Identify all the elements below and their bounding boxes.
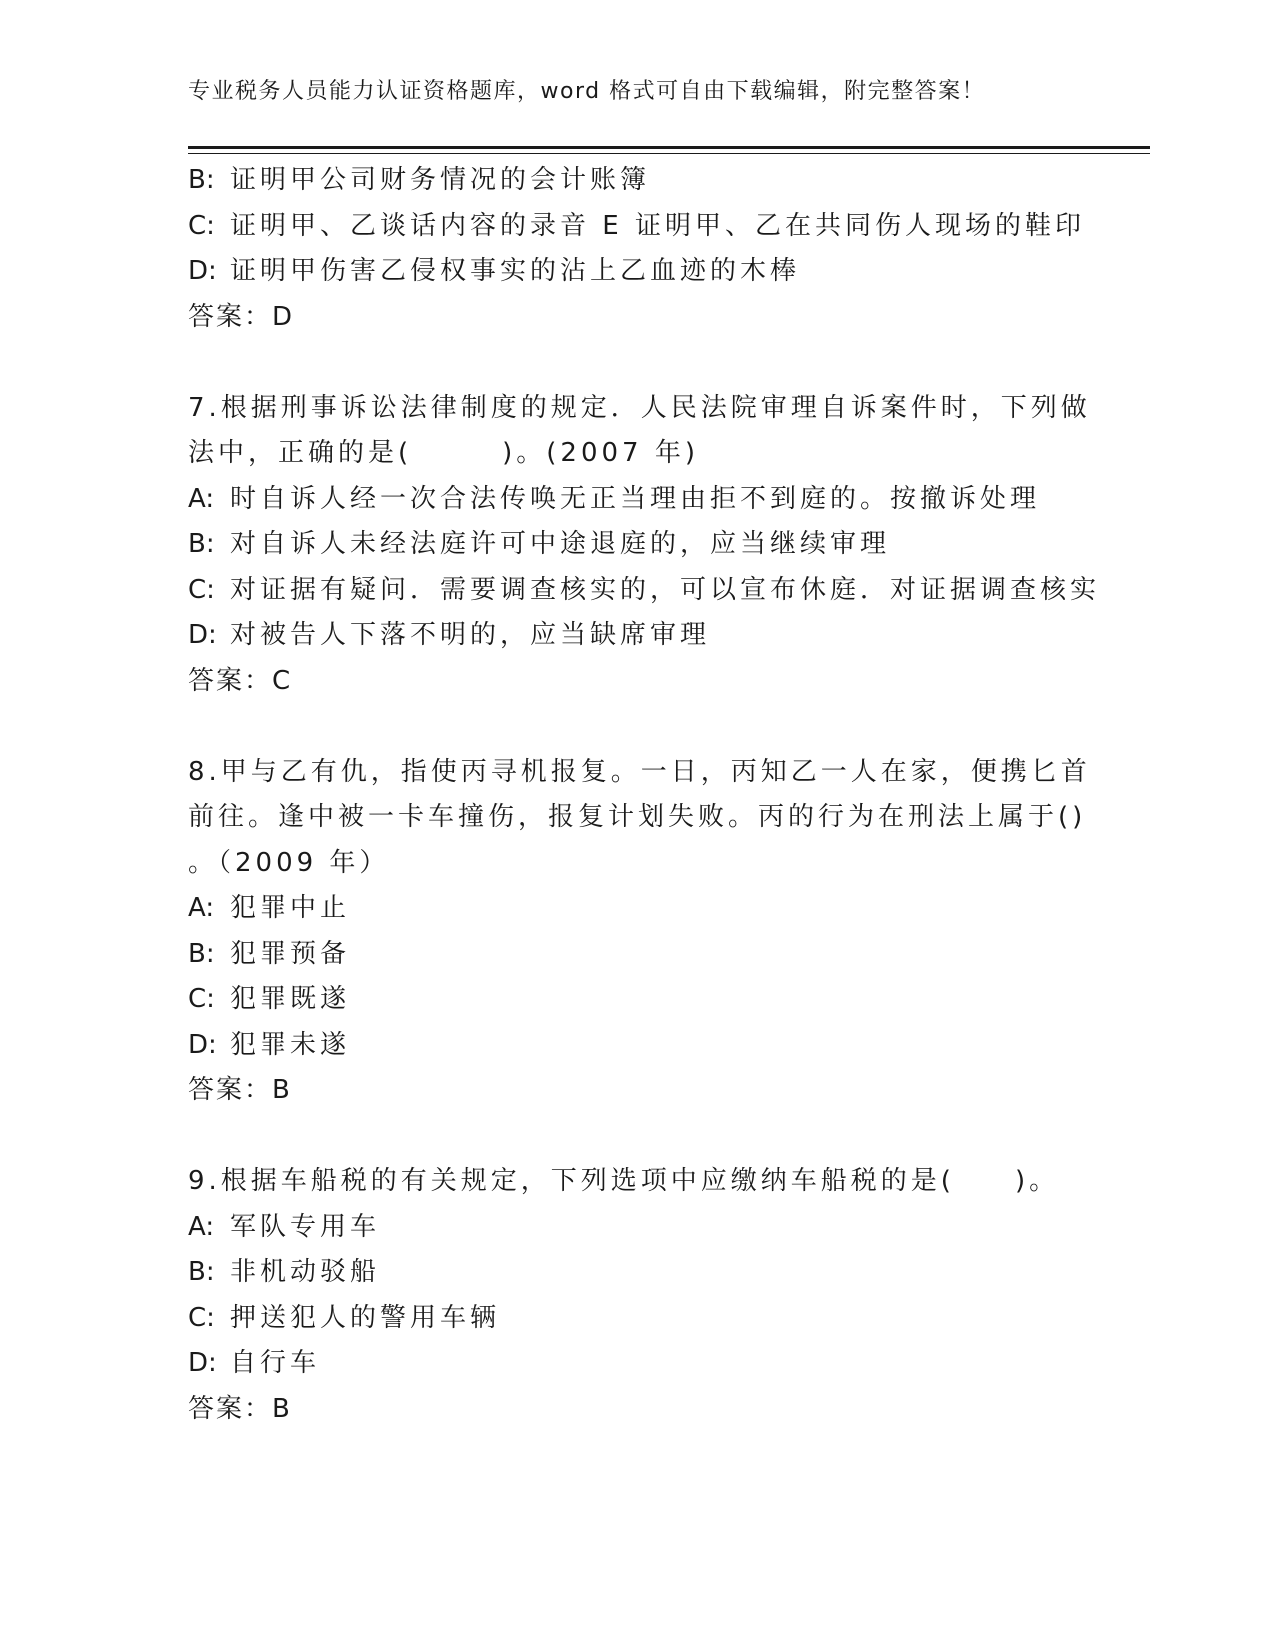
option-line: D: 对被告人下落不明的，应当缺席审理 xyxy=(188,620,711,650)
spacer xyxy=(188,340,1088,386)
option-line: A: 犯罪中止 xyxy=(188,893,351,923)
question-9 xyxy=(188,1159,1088,1432)
question-stem: 9.根据车船税的有关规定，下列选项中应缴纳车船税的是( )。 xyxy=(188,1166,1060,1196)
option-line: D: 证明甲伤害乙侵权事实的沾上乙血迹的木棒 xyxy=(188,256,801,286)
option-line: C: 证明甲、乙谈话内容的录音 E 证明甲、乙在共同伤人现场的鞋印 xyxy=(188,210,1085,241)
spacer xyxy=(188,1114,1088,1160)
answer-line: 答案：B xyxy=(188,1393,292,1424)
question-stem: 法中，正确的是( )。(2007 年) xyxy=(188,438,700,468)
question-8 xyxy=(188,750,1091,1114)
option-line: B: 非机动驳船 xyxy=(188,1257,381,1287)
answer-line: 答案：C xyxy=(188,665,293,696)
question-stem: 7.根据刑事诉讼法律制度的规定．人民法院审理自诉案件时，下列做 xyxy=(188,392,1091,423)
page-header: 专业税务人员能力认证资格题库，word 格式可自由下载编辑，附完整答案！ xyxy=(188,79,986,104)
option-line: D: 犯罪未遂 xyxy=(188,1029,351,1060)
option-line: B: 犯罪预备 xyxy=(188,938,351,969)
option-line: C: 犯罪既遂 xyxy=(188,984,351,1014)
option-line: B: 证明甲公司财务情况的会计账簿 xyxy=(188,165,651,195)
question-stem: 前往。逢中被一卡车撞伤，报复计划失败。丙的行为在刑法上属于() xyxy=(188,802,1087,832)
option-line: A: 军队专用车 xyxy=(188,1211,381,1242)
document-body xyxy=(188,158,1101,1432)
continued-question xyxy=(188,158,1088,340)
header-rule-thick xyxy=(188,146,1150,149)
question-7 xyxy=(188,386,1101,705)
option-line: C: 押送犯人的警用车辆 xyxy=(188,1302,501,1333)
option-line: A: 时自诉人经一次合法传唤无正当理由拒不到庭的。按撤诉处理 xyxy=(188,483,1041,514)
answer-line: 答案：B xyxy=(188,1075,292,1105)
header-rule-thin xyxy=(188,153,1150,154)
answer-line: 答案：D xyxy=(188,301,295,332)
option-line: B: 对自诉人未经法庭许可中途退庭的，应当继续审理 xyxy=(188,529,891,559)
question-stem: 8.甲与乙有仇，指使丙寻机报复。一日，丙知乙一人在家，便携匕首 xyxy=(188,756,1091,787)
option-line: C: 对证据有疑问．需要调查核实的，可以宣布休庭．对证据调查核实 xyxy=(188,574,1101,605)
option-line: D: 自行车 xyxy=(188,1348,321,1378)
question-stem: 。（2009 年） xyxy=(188,847,390,878)
spacer xyxy=(188,704,1088,750)
